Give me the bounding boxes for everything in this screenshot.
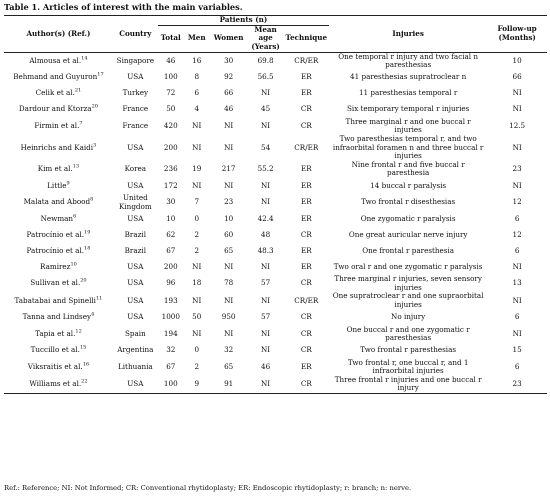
cell-technique: ER	[300, 72, 312, 82]
cell-country: USA	[127, 295, 144, 305]
cell-injuries: One great auricular nerve injury	[348, 229, 468, 239]
cell-age: NI	[261, 328, 271, 338]
cell-injuries: 14 buccal r paralysis	[370, 180, 447, 190]
header-author: Author(s) (Ref.)	[4, 16, 113, 53]
cell-women: 78	[224, 278, 234, 288]
cell-followup: NI	[512, 142, 522, 152]
cell-followup: NI	[512, 328, 522, 338]
cell-author	[4, 161, 113, 178]
cell-country: Turkey	[122, 88, 149, 98]
author-name: Patrocínio et al.	[26, 229, 85, 239]
cell-men: 9	[184, 376, 210, 394]
reference-number: 3	[93, 142, 97, 149]
cell-technique: ER	[300, 88, 312, 98]
reference-number: 13	[72, 163, 80, 170]
cell-women: 30	[224, 55, 234, 65]
cell-total: 236	[163, 164, 178, 174]
author-name: Viksraitis et al.	[27, 361, 83, 371]
cell-country: USA	[127, 261, 144, 271]
cell-followup: NI	[512, 88, 522, 98]
cell-total: 200	[163, 261, 178, 271]
cell-total: 1000	[161, 312, 180, 322]
cell-age: NI	[261, 197, 271, 207]
cell-author	[4, 52, 113, 70]
author-name: Almousa et al.	[29, 55, 82, 65]
cell-followup: 13	[512, 278, 522, 288]
table-header	[4, 16, 547, 53]
author-name: Tabatabai and Spinelli	[14, 295, 96, 305]
cell-country: Lithuania	[117, 361, 153, 371]
cell-men: 6	[194, 88, 200, 98]
cell-men: 4	[194, 104, 200, 114]
table-row	[4, 135, 547, 161]
header-mean-age: Mean age (Years)	[248, 25, 284, 52]
table-row	[4, 118, 547, 135]
cell-country: USA	[127, 180, 144, 190]
cell-author	[4, 326, 113, 343]
reference-number: 21	[74, 88, 82, 95]
table-row	[4, 275, 547, 292]
reference-number: 20	[91, 104, 98, 111]
cell-women: 65	[224, 361, 234, 371]
cell-men: 0	[194, 345, 200, 355]
author-name: Tanna and Lindsey	[22, 312, 92, 322]
reference-number: 6	[73, 213, 77, 220]
author-name: Williams et al.	[29, 379, 82, 389]
cell-injuries: Two oral r and one zygomatic r paralysis	[333, 261, 483, 271]
author-name: Newman	[40, 213, 74, 223]
cell-followup: 10	[512, 55, 522, 65]
cell-followup: 6	[514, 361, 520, 371]
cell-technique: ER	[300, 361, 312, 371]
table-row	[4, 292, 547, 309]
cell-total: 200	[163, 142, 178, 152]
cell-followup: 12	[512, 197, 522, 207]
cell-country: Spain	[124, 328, 146, 338]
cell-injuries: One frontal r paresthesia	[362, 245, 455, 255]
cell-injuries: Two paresthesias temporal r, and two infraorbital foramen n and three buccal r injuries	[332, 133, 484, 161]
articles-table	[4, 15, 547, 394]
cell-men: 2	[194, 361, 200, 371]
cell-men: 50	[192, 312, 202, 322]
table-row	[4, 376, 547, 394]
cell-injuries: Six temporary temporal r injuries	[346, 104, 470, 114]
table-row	[4, 52, 547, 70]
cell-women: NI	[224, 261, 234, 271]
cell-country: Korea	[124, 164, 147, 174]
cell-technique: ER	[300, 261, 312, 271]
cell-women: 217	[221, 164, 236, 174]
cell-age: 69.8	[257, 55, 274, 65]
cell-country: Brazil	[124, 229, 147, 239]
cell-men: 18	[192, 278, 202, 288]
reference-number: 14	[81, 55, 88, 62]
cell-technique: CR	[300, 278, 312, 288]
cell-author	[4, 118, 113, 135]
cell-age: 54	[261, 142, 271, 152]
cell-followup: 6	[514, 213, 520, 223]
cell-followup: 6	[514, 312, 520, 322]
cell-injuries: Three marginal r injuries, seven sensory injuries	[334, 274, 482, 292]
cell-injuries: 41 paresthesias supratroclear n	[350, 72, 467, 82]
cell-followup: 12	[512, 229, 522, 239]
header-total: Total	[158, 25, 184, 52]
reference-number: 4	[91, 311, 95, 318]
reference-number: 20	[80, 278, 87, 285]
cell-age: 46	[261, 361, 271, 371]
cell-injuries: Three marginal r and one buccal r injuries	[345, 116, 471, 135]
cell-technique: CR	[300, 328, 312, 338]
cell-followup: NI	[512, 261, 522, 271]
cell-author	[4, 259, 113, 275]
cell-author	[4, 227, 113, 243]
cell-injuries: One buccal r and one zygomatic r paresthesias	[346, 324, 470, 343]
cell-technique: ER	[300, 245, 312, 255]
header-women: Women	[210, 25, 248, 52]
cell-women: 66	[224, 88, 234, 98]
cell-age: NI	[261, 295, 271, 305]
cell-age: NI	[261, 121, 271, 131]
cell-country: United Kingdom	[119, 192, 152, 211]
cell-followup: 23	[487, 376, 547, 394]
cell-injuries: Three frontal r injuries and one buccal r injury	[329, 376, 487, 394]
cell-injuries: One temporal r injury and two facial n paresthesias	[338, 51, 479, 70]
header-injuries: Injuries	[329, 16, 487, 53]
reference-number: 11	[95, 295, 103, 302]
table-row	[4, 259, 547, 275]
cell-total: 172	[163, 180, 178, 190]
reference-number: 8	[90, 196, 94, 203]
cell-technique: CR	[300, 104, 312, 114]
cell-total: 67	[166, 245, 176, 255]
cell-technique: CR/ER	[294, 295, 319, 305]
cell-country: USA	[113, 376, 158, 394]
cell-author	[4, 292, 113, 309]
cell-total: 30	[166, 197, 176, 207]
cell-women: 32	[224, 345, 234, 355]
cell-women: 91	[210, 376, 248, 394]
cell-followup: 6	[514, 245, 520, 255]
cell-author	[4, 243, 113, 259]
cell-total: 32	[166, 345, 176, 355]
author-name: Tapia et al.	[35, 328, 76, 338]
cell-men: NI	[192, 328, 202, 338]
cell-women: 10	[224, 213, 234, 223]
cell-age: NI	[261, 180, 271, 190]
cell-age: 48.3	[257, 245, 274, 255]
cell-followup: NI	[512, 295, 522, 305]
header-country: Country	[113, 16, 158, 53]
reference-number: 22	[81, 378, 88, 385]
table-row	[4, 326, 547, 343]
cell-author	[4, 194, 113, 211]
cell-technique: CR/ER	[294, 55, 319, 65]
table-row	[4, 243, 547, 259]
cell-total: 46	[166, 55, 176, 65]
cell-technique: CR	[300, 229, 312, 239]
cell-followup: 12.5	[509, 121, 526, 131]
table-row	[4, 178, 547, 194]
cell-injuries: One zygomatic r paralysis	[360, 213, 456, 223]
cell-followup: NI	[512, 104, 522, 114]
cell-men: 16	[192, 55, 202, 65]
cell-country: France	[122, 104, 149, 114]
cell-total: 67	[166, 361, 176, 371]
cell-country: Argentina	[117, 345, 154, 355]
cell-country: Brazil	[124, 245, 147, 255]
cell-technique: ER	[300, 180, 312, 190]
reference-number: 16	[82, 361, 90, 368]
cell-age: NI	[261, 88, 271, 98]
cell-country: USA	[127, 72, 144, 82]
author-name: Tuccillo et al.	[30, 345, 80, 355]
cell-women: NI	[224, 180, 234, 190]
cell-age: NI	[261, 345, 271, 355]
cell-women: 46	[224, 104, 234, 114]
table-body	[4, 52, 547, 393]
table-row	[4, 161, 547, 178]
cell-women: NI	[224, 142, 234, 152]
cell-men: 2	[194, 245, 200, 255]
cell-country: USA	[127, 142, 144, 152]
reference-number: 7	[79, 120, 83, 127]
cell-country: USA	[127, 213, 144, 223]
cell-women: 92	[224, 72, 234, 82]
cell-total: 50	[166, 104, 176, 114]
cell-age: 45	[261, 104, 271, 114]
cell-women: NI	[224, 295, 234, 305]
cell-men: 0	[194, 213, 200, 223]
cell-men: NI	[192, 121, 202, 131]
cell-technique: CR	[300, 345, 312, 355]
cell-women: 23	[224, 197, 234, 207]
author-name: Malata and Abood	[23, 197, 91, 207]
cell-men: 19	[192, 164, 202, 174]
reference-number: 17	[97, 72, 104, 79]
reference-number: 12	[75, 328, 82, 335]
cell-author	[4, 310, 113, 326]
reference-number: 9	[66, 180, 70, 187]
reference-number: 18	[84, 245, 91, 252]
author-name: Ramirez	[40, 261, 71, 271]
cell-women: 60	[224, 229, 234, 239]
reference-number: 15	[79, 345, 87, 351]
cell-author	[4, 102, 113, 118]
cell-injuries: One supratroclear r and one supraorbital injuries	[332, 291, 484, 309]
cell-women: 950	[221, 312, 236, 322]
cell-injuries: 11 paresthesias temporal r	[358, 88, 458, 98]
cell-women: 65	[224, 245, 234, 255]
cell-age: NI	[261, 261, 271, 271]
cell-men: 7	[194, 197, 200, 207]
cell-total: 420	[163, 121, 178, 131]
cell-age: NI	[248, 376, 284, 394]
table-row	[4, 359, 547, 376]
cell-age: 56.5	[257, 72, 274, 82]
header-men: Men	[184, 25, 210, 52]
table-row	[4, 70, 547, 86]
cell-total: 194	[163, 328, 178, 338]
cell-author	[4, 343, 113, 359]
cell-technique: CR/ER	[294, 142, 319, 152]
cell-technique: ER	[300, 197, 312, 207]
cell-total: 100	[163, 72, 178, 82]
cell-author	[4, 86, 113, 102]
cell-followup: 23	[512, 164, 522, 174]
cell-age: 57	[261, 278, 271, 288]
cell-total: 10	[166, 213, 176, 223]
cell-technique: CR	[300, 312, 312, 322]
cell-technique: CR	[300, 121, 312, 131]
cell-age: 57	[261, 312, 271, 322]
cell-followup: 15	[512, 345, 522, 355]
cell-injuries: Two frontal r paresthesias	[360, 345, 457, 355]
cell-injuries: No injury	[391, 312, 426, 322]
header-technique: Technique	[284, 25, 329, 52]
author-name: Kim et al.	[37, 164, 73, 174]
cell-author	[4, 376, 113, 394]
header-followup: Follow-up (Months)	[487, 16, 547, 53]
cell-technique: ER	[300, 213, 312, 223]
cell-country: Singapore	[116, 55, 155, 65]
cell-total: 193	[163, 295, 178, 305]
cell-total: 62	[166, 229, 176, 239]
cell-men: 2	[194, 229, 200, 239]
author-name: Dardour and Ktorza	[18, 104, 92, 114]
cell-author	[4, 275, 113, 292]
table-row	[4, 211, 547, 227]
author-name: Patrocínio et al.	[26, 245, 85, 255]
cell-men: 8	[194, 72, 200, 82]
author-name: Behmand and Guyuron	[13, 72, 98, 82]
author-name: Heinrichs and Kaidi	[20, 142, 94, 152]
author-name: Sullivan et al.	[30, 278, 81, 288]
cell-women: NI	[224, 121, 234, 131]
cell-age: 42.4	[257, 213, 274, 223]
cell-country: USA	[127, 278, 144, 288]
cell-men: NI	[192, 295, 202, 305]
table-caption: Table 1. Articles of interest with the main variables.	[4, 2, 243, 12]
table-row	[4, 310, 547, 326]
cell-country: France	[122, 121, 149, 131]
cell-author	[4, 135, 113, 161]
cell-total: 96	[166, 278, 176, 288]
cell-country: USA	[127, 312, 144, 322]
table-row	[4, 102, 547, 118]
cell-author	[4, 70, 113, 86]
author-name: Celik et al.	[35, 88, 75, 98]
cell-age: 55.2	[257, 164, 274, 174]
cell-men: NI	[192, 261, 202, 271]
author-name: Little	[47, 180, 67, 190]
table-row	[4, 86, 547, 102]
table-row	[4, 194, 547, 211]
table-footnote: Ref.: Reference; NI: Not Informed; CR: Conventional rhytidoplasty; ER: Endoscopic rhytidoplasty; r: branch; n: nerve.	[4, 484, 412, 492]
cell-injuries: Two frontal r, one buccal r, and 1 infraorbital injuries	[347, 357, 469, 376]
reference-number: 10	[70, 261, 77, 268]
cell-author	[4, 211, 113, 227]
author-name: Firmin et al.	[34, 121, 80, 131]
cell-injuries: Two frontal r disesthesias	[361, 197, 456, 207]
cell-women: NI	[224, 328, 234, 338]
table-row	[4, 343, 547, 359]
cell-technique: CR	[284, 376, 329, 394]
cell-total: 100	[158, 376, 184, 394]
cell-total: 72	[166, 88, 176, 98]
cell-men: NI	[192, 142, 202, 152]
cell-author	[4, 359, 113, 376]
cell-injuries: Nine frontal r and five buccal r paresthesia	[351, 159, 465, 178]
cell-age: 48	[261, 229, 271, 239]
header-patients: Patients (n)	[158, 16, 329, 26]
cell-technique: ER	[300, 164, 312, 174]
cell-author	[4, 178, 113, 194]
cell-men: NI	[192, 180, 202, 190]
table-row	[4, 227, 547, 243]
reference-number: 19	[84, 229, 91, 236]
cell-followup: 66	[512, 72, 522, 82]
cell-followup: NI	[512, 180, 522, 190]
